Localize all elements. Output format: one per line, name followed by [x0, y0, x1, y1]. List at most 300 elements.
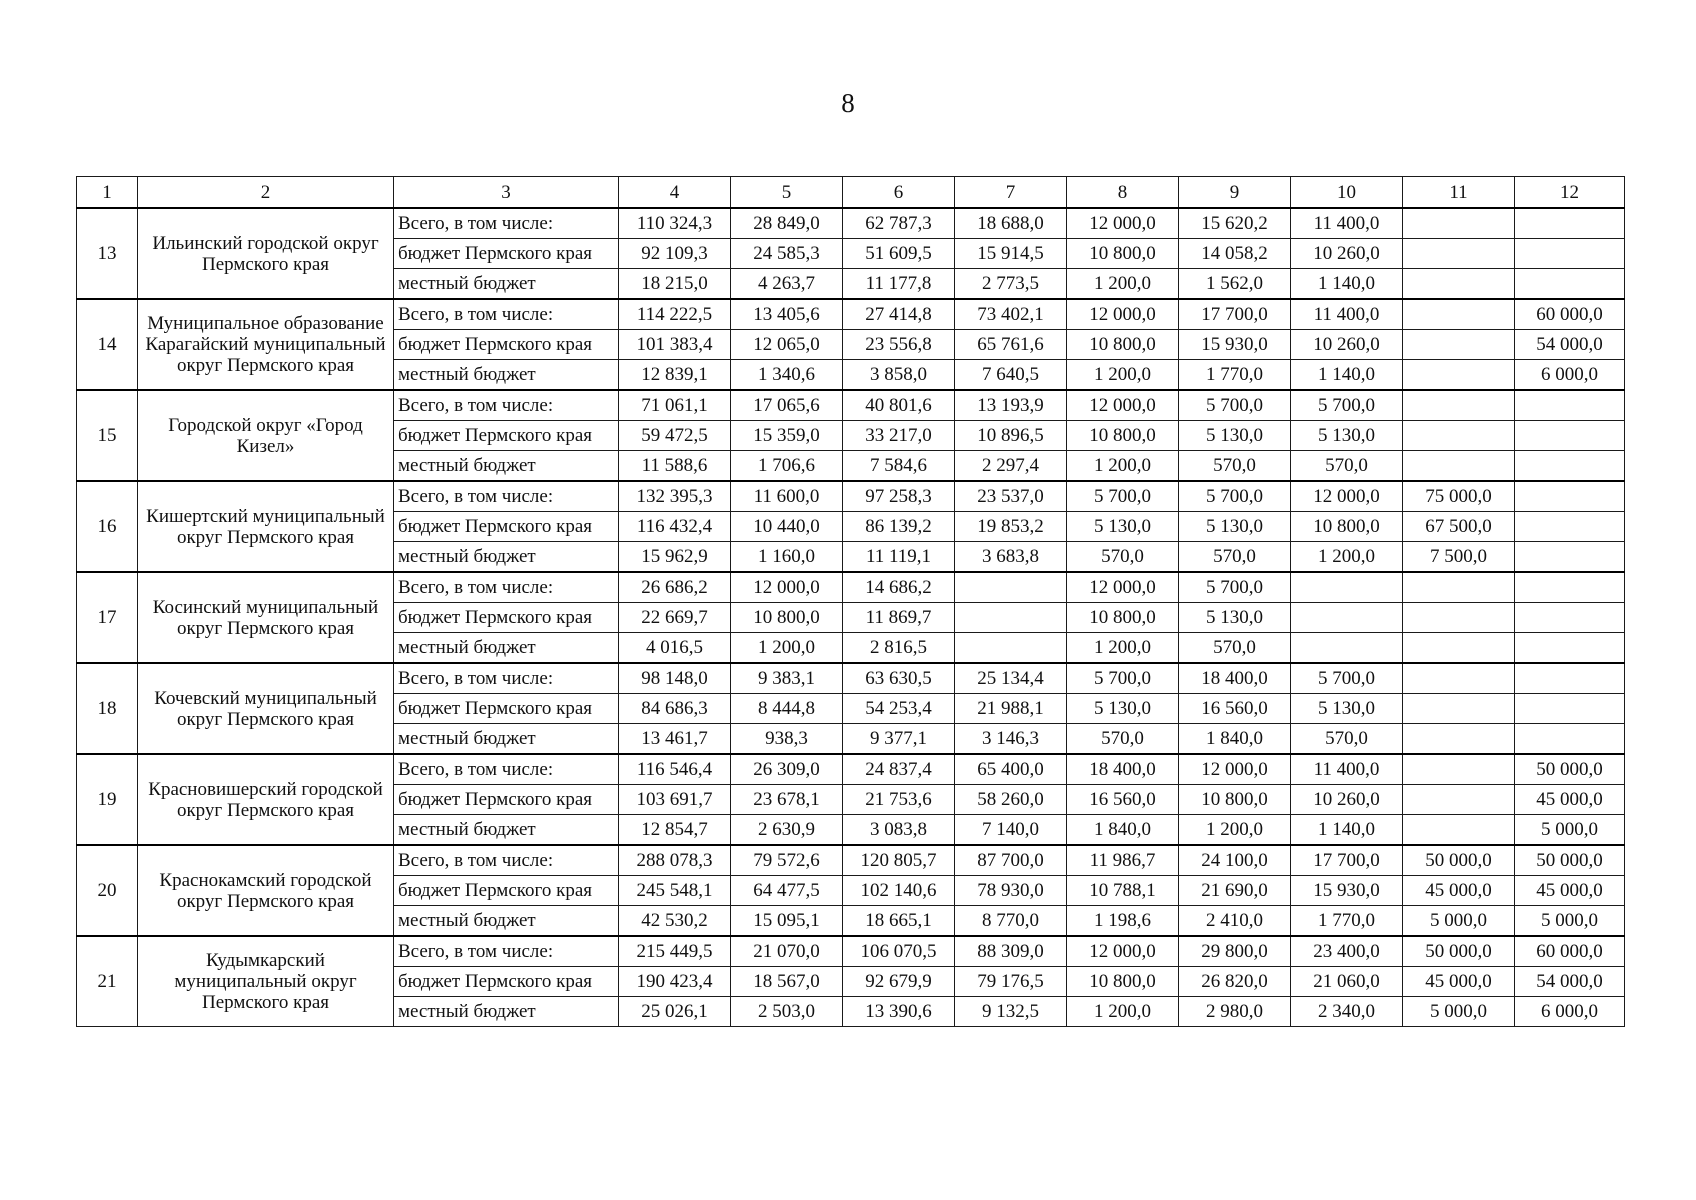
budget-type: местный бюджет	[394, 724, 619, 755]
table-row	[77, 299, 1625, 330]
value-cell: 570,0	[1067, 724, 1179, 755]
value-cell: 33 217,0	[843, 421, 955, 451]
value-cell: 21 753,6	[843, 785, 955, 815]
value-cell: 103 691,7	[619, 785, 731, 815]
value-cell: 4 263,7	[731, 269, 843, 300]
column-header: 5	[731, 177, 843, 209]
value-cell: 24 837,4	[843, 754, 955, 785]
value-cell: 21 690,0	[1179, 876, 1291, 906]
value-cell: 11 177,8	[843, 269, 955, 300]
budget-type: местный бюджет	[394, 815, 619, 846]
budget-type: Всего, в том числе:	[394, 299, 619, 330]
budget-type: Всего, в том числе:	[394, 845, 619, 876]
value-cell: 4 016,5	[619, 633, 731, 664]
row-number: 18	[77, 663, 138, 754]
value-cell: 10 800,0	[1291, 512, 1403, 542]
value-cell: 59 472,5	[619, 421, 731, 451]
budget-type: Всего, в том числе:	[394, 663, 619, 694]
column-header: 6	[843, 177, 955, 209]
value-cell: 45 000,0	[1515, 785, 1625, 815]
value-cell: 2 630,9	[731, 815, 843, 846]
value-cell: 5 000,0	[1403, 906, 1515, 937]
header-row	[77, 177, 1625, 209]
budget-table	[76, 176, 1625, 1027]
value-cell: 11 400,0	[1291, 208, 1403, 239]
budget-type: бюджет Пермского края	[394, 512, 619, 542]
budget-type: местный бюджет	[394, 451, 619, 482]
value-cell: 14 686,2	[843, 572, 955, 603]
value-cell: 60 000,0	[1515, 299, 1625, 330]
value-cell: 5 700,0	[1179, 481, 1291, 512]
column-header: 10	[1291, 177, 1403, 209]
value-cell: 11 588,6	[619, 451, 731, 482]
row-number: 21	[77, 936, 138, 1027]
value-cell	[1403, 754, 1515, 785]
value-cell: 5 130,0	[1291, 694, 1403, 724]
column-header: 12	[1515, 177, 1625, 209]
value-cell: 23 537,0	[955, 481, 1067, 512]
value-cell: 570,0	[1179, 633, 1291, 664]
value-cell: 116 432,4	[619, 512, 731, 542]
value-cell: 1 200,0	[1179, 815, 1291, 846]
value-cell: 5 130,0	[1179, 421, 1291, 451]
value-cell: 18 215,0	[619, 269, 731, 300]
value-cell: 92 109,3	[619, 239, 731, 269]
table-body	[77, 177, 1625, 1027]
value-cell: 10 800,0	[1067, 330, 1179, 360]
column-header: 4	[619, 177, 731, 209]
value-cell: 51 609,5	[843, 239, 955, 269]
budget-type: бюджет Пермского края	[394, 421, 619, 451]
value-cell: 23 556,8	[843, 330, 955, 360]
value-cell: 65 761,6	[955, 330, 1067, 360]
budget-type: Всего, в том числе:	[394, 208, 619, 239]
municipality-name: Красновишерский городской округ Пермского края	[138, 754, 394, 845]
value-cell: 5 700,0	[1291, 390, 1403, 421]
value-cell: 79 572,6	[731, 845, 843, 876]
value-cell: 13 390,6	[843, 997, 955, 1027]
budget-type: Всего, в том числе:	[394, 572, 619, 603]
value-cell	[1515, 633, 1625, 664]
value-cell: 1 340,6	[731, 360, 843, 391]
value-cell: 12 065,0	[731, 330, 843, 360]
value-cell: 28 849,0	[731, 208, 843, 239]
value-cell: 114 222,5	[619, 299, 731, 330]
value-cell: 24 100,0	[1179, 845, 1291, 876]
value-cell: 132 395,3	[619, 481, 731, 512]
value-cell: 67 500,0	[1403, 512, 1515, 542]
value-cell: 7 500,0	[1403, 542, 1515, 573]
value-cell	[1515, 603, 1625, 633]
value-cell: 10 788,1	[1067, 876, 1179, 906]
value-cell: 25 026,1	[619, 997, 731, 1027]
value-cell: 1 562,0	[1179, 269, 1291, 300]
value-cell	[1291, 603, 1403, 633]
value-cell: 58 260,0	[955, 785, 1067, 815]
budget-type: бюджет Пермского края	[394, 330, 619, 360]
value-cell: 71 061,1	[619, 390, 731, 421]
value-cell: 570,0	[1179, 451, 1291, 482]
value-cell: 15 930,0	[1291, 876, 1403, 906]
value-cell: 10 800,0	[1179, 785, 1291, 815]
value-cell: 16 560,0	[1067, 785, 1179, 815]
value-cell: 15 930,0	[1179, 330, 1291, 360]
value-cell	[1515, 451, 1625, 482]
value-cell	[1515, 421, 1625, 451]
value-cell: 22 669,7	[619, 603, 731, 633]
value-cell: 1 200,0	[1067, 997, 1179, 1027]
budget-type: местный бюджет	[394, 997, 619, 1027]
row-number: 15	[77, 390, 138, 481]
budget-type: Всего, в том числе:	[394, 754, 619, 785]
value-cell: 1 200,0	[1067, 360, 1179, 391]
value-cell	[1403, 330, 1515, 360]
value-cell: 16 560,0	[1179, 694, 1291, 724]
value-cell: 288 078,3	[619, 845, 731, 876]
value-cell	[1291, 633, 1403, 664]
value-cell: 13 405,6	[731, 299, 843, 330]
value-cell: 63 630,5	[843, 663, 955, 694]
value-cell: 6 000,0	[1515, 997, 1625, 1027]
value-cell: 5 700,0	[1067, 663, 1179, 694]
value-cell: 19 853,2	[955, 512, 1067, 542]
table-row	[77, 663, 1625, 694]
value-cell	[955, 603, 1067, 633]
value-cell: 26 309,0	[731, 754, 843, 785]
budget-type: бюджет Пермского края	[394, 603, 619, 633]
value-cell: 120 805,7	[843, 845, 955, 876]
value-cell	[1403, 785, 1515, 815]
value-cell: 27 414,8	[843, 299, 955, 330]
value-cell: 7 584,6	[843, 451, 955, 482]
budget-type: местный бюджет	[394, 633, 619, 664]
value-cell: 1 840,0	[1179, 724, 1291, 755]
value-cell	[1403, 815, 1515, 846]
value-cell: 26 820,0	[1179, 967, 1291, 997]
value-cell	[1403, 421, 1515, 451]
value-cell: 2 773,5	[955, 269, 1067, 300]
value-cell: 87 700,0	[955, 845, 1067, 876]
value-cell: 5 700,0	[1067, 481, 1179, 512]
value-cell: 29 800,0	[1179, 936, 1291, 967]
column-header: 8	[1067, 177, 1179, 209]
value-cell: 15 914,5	[955, 239, 1067, 269]
table-row	[77, 572, 1625, 603]
value-cell: 18 400,0	[1179, 663, 1291, 694]
value-cell: 10 800,0	[1067, 421, 1179, 451]
column-header: 9	[1179, 177, 1291, 209]
value-cell: 10 800,0	[731, 603, 843, 633]
value-cell	[1515, 724, 1625, 755]
value-cell: 3 083,8	[843, 815, 955, 846]
municipality-name: Краснокамский городской округ Пермского края	[138, 845, 394, 936]
value-cell: 1 160,0	[731, 542, 843, 573]
value-cell: 97 258,3	[843, 481, 955, 512]
value-cell	[1403, 239, 1515, 269]
value-cell	[1403, 633, 1515, 664]
municipality-name: Косинский муниципальный округ Пермского края	[138, 572, 394, 663]
value-cell	[1515, 269, 1625, 300]
value-cell: 116 546,4	[619, 754, 731, 785]
table-row	[77, 754, 1625, 785]
value-cell: 18 688,0	[955, 208, 1067, 239]
value-cell: 8 770,0	[955, 906, 1067, 937]
value-cell: 5 130,0	[1067, 694, 1179, 724]
value-cell: 40 801,6	[843, 390, 955, 421]
value-cell: 45 000,0	[1515, 876, 1625, 906]
value-cell: 1 140,0	[1291, 360, 1403, 391]
column-header: 1	[77, 177, 138, 209]
value-cell: 1 200,0	[1067, 633, 1179, 664]
value-cell: 15 620,2	[1179, 208, 1291, 239]
value-cell: 11 600,0	[731, 481, 843, 512]
value-cell: 79 176,5	[955, 967, 1067, 997]
value-cell	[1515, 390, 1625, 421]
value-cell: 6 000,0	[1515, 360, 1625, 391]
table-row	[77, 481, 1625, 512]
value-cell	[1515, 663, 1625, 694]
value-cell	[1403, 451, 1515, 482]
value-cell: 15 962,9	[619, 542, 731, 573]
value-cell: 18 665,1	[843, 906, 955, 937]
value-cell: 92 679,9	[843, 967, 955, 997]
value-cell: 5 130,0	[1179, 512, 1291, 542]
value-cell: 45 000,0	[1403, 967, 1515, 997]
municipality-name: Кишертский муниципальный округ Пермского края	[138, 481, 394, 572]
value-cell: 7 640,5	[955, 360, 1067, 391]
budget-type: местный бюджет	[394, 906, 619, 937]
value-cell: 12 000,0	[1067, 299, 1179, 330]
value-cell: 45 000,0	[1403, 876, 1515, 906]
value-cell: 2 816,5	[843, 633, 955, 664]
value-cell: 54 000,0	[1515, 330, 1625, 360]
value-cell: 21 070,0	[731, 936, 843, 967]
municipality-name: Кочевский муниципальный округ Пермского края	[138, 663, 394, 754]
value-cell: 1 706,6	[731, 451, 843, 482]
value-cell: 11 119,1	[843, 542, 955, 573]
value-cell: 11 986,7	[1067, 845, 1179, 876]
value-cell: 62 787,3	[843, 208, 955, 239]
value-cell: 18 400,0	[1067, 754, 1179, 785]
value-cell	[1403, 299, 1515, 330]
column-header: 3	[394, 177, 619, 209]
value-cell: 12 000,0	[1067, 208, 1179, 239]
row-number: 16	[77, 481, 138, 572]
value-cell: 23 678,1	[731, 785, 843, 815]
municipality-name: Кудымкарский муниципальный округ Пермского края	[138, 936, 394, 1027]
value-cell: 7 140,0	[955, 815, 1067, 846]
value-cell: 50 000,0	[1515, 754, 1625, 785]
value-cell: 17 700,0	[1291, 845, 1403, 876]
value-cell	[1515, 239, 1625, 269]
value-cell: 50 000,0	[1403, 845, 1515, 876]
value-cell	[955, 633, 1067, 664]
value-cell: 5 130,0	[1067, 512, 1179, 542]
value-cell	[955, 572, 1067, 603]
value-cell	[1515, 481, 1625, 512]
value-cell: 23 400,0	[1291, 936, 1403, 967]
value-cell: 54 000,0	[1515, 967, 1625, 997]
value-cell: 101 383,4	[619, 330, 731, 360]
value-cell: 12 854,7	[619, 815, 731, 846]
value-cell: 938,3	[731, 724, 843, 755]
value-cell: 1 770,0	[1179, 360, 1291, 391]
table-row	[77, 936, 1625, 967]
value-cell: 11 400,0	[1291, 299, 1403, 330]
value-cell: 10 260,0	[1291, 239, 1403, 269]
value-cell: 10 440,0	[731, 512, 843, 542]
value-cell	[1403, 360, 1515, 391]
municipality-name: Городской округ «Город Кизел»	[138, 390, 394, 481]
value-cell: 10 800,0	[1067, 967, 1179, 997]
value-cell: 570,0	[1067, 542, 1179, 573]
municipality-name: Муниципальное образование Карагайский муниципальный округ Пермского края	[138, 299, 394, 390]
value-cell: 5 130,0	[1179, 603, 1291, 633]
value-cell: 15 095,1	[731, 906, 843, 937]
budget-type: Всего, в том числе:	[394, 481, 619, 512]
value-cell	[1403, 390, 1515, 421]
value-cell: 10 260,0	[1291, 785, 1403, 815]
value-cell: 2 297,4	[955, 451, 1067, 482]
value-cell	[1515, 572, 1625, 603]
value-cell	[1515, 694, 1625, 724]
value-cell: 24 585,3	[731, 239, 843, 269]
value-cell: 73 402,1	[955, 299, 1067, 330]
value-cell: 5 700,0	[1179, 572, 1291, 603]
municipality-name: Ильинский городской округ Пермского края	[138, 208, 394, 299]
row-number: 17	[77, 572, 138, 663]
value-cell: 1 200,0	[1067, 269, 1179, 300]
value-cell: 15 359,0	[731, 421, 843, 451]
value-cell: 9 377,1	[843, 724, 955, 755]
budget-type: местный бюджет	[394, 269, 619, 300]
value-cell: 570,0	[1291, 451, 1403, 482]
value-cell	[1403, 572, 1515, 603]
value-cell	[1403, 208, 1515, 239]
value-cell: 2 410,0	[1179, 906, 1291, 937]
value-cell: 26 686,2	[619, 572, 731, 603]
value-cell: 21 988,1	[955, 694, 1067, 724]
budget-type: бюджет Пермского края	[394, 967, 619, 997]
value-cell	[1403, 663, 1515, 694]
value-cell: 17 065,6	[731, 390, 843, 421]
value-cell: 3 858,0	[843, 360, 955, 391]
value-cell	[1403, 603, 1515, 633]
value-cell: 21 060,0	[1291, 967, 1403, 997]
value-cell: 3 683,8	[955, 542, 1067, 573]
value-cell: 50 000,0	[1515, 845, 1625, 876]
value-cell: 5 000,0	[1403, 997, 1515, 1027]
value-cell: 570,0	[1291, 724, 1403, 755]
value-cell: 245 548,1	[619, 876, 731, 906]
value-cell: 50 000,0	[1403, 936, 1515, 967]
value-cell: 13 461,7	[619, 724, 731, 755]
value-cell: 12 000,0	[1179, 754, 1291, 785]
value-cell	[1403, 724, 1515, 755]
value-cell: 1 770,0	[1291, 906, 1403, 937]
value-cell: 65 400,0	[955, 754, 1067, 785]
value-cell: 11 869,7	[843, 603, 955, 633]
column-header: 2	[138, 177, 394, 209]
value-cell: 60 000,0	[1515, 936, 1625, 967]
value-cell	[1515, 542, 1625, 573]
value-cell: 110 324,3	[619, 208, 731, 239]
row-number: 20	[77, 845, 138, 936]
value-cell: 75 000,0	[1403, 481, 1515, 512]
value-cell: 12 000,0	[731, 572, 843, 603]
value-cell: 11 400,0	[1291, 754, 1403, 785]
value-cell: 84 686,3	[619, 694, 731, 724]
value-cell: 13 193,9	[955, 390, 1067, 421]
value-cell: 12 839,1	[619, 360, 731, 391]
value-cell: 10 260,0	[1291, 330, 1403, 360]
value-cell: 106 070,5	[843, 936, 955, 967]
value-cell: 3 146,3	[955, 724, 1067, 755]
value-cell: 42 530,2	[619, 906, 731, 937]
value-cell: 17 700,0	[1179, 299, 1291, 330]
budget-type: Всего, в том числе:	[394, 936, 619, 967]
budget-type: бюджет Пермского края	[394, 785, 619, 815]
value-cell: 1 200,0	[731, 633, 843, 664]
value-cell: 10 800,0	[1067, 239, 1179, 269]
value-cell	[1403, 694, 1515, 724]
budget-type: местный бюджет	[394, 542, 619, 573]
value-cell: 2 503,0	[731, 997, 843, 1027]
value-cell: 5 000,0	[1515, 906, 1625, 937]
value-cell: 12 000,0	[1067, 390, 1179, 421]
column-header: 7	[955, 177, 1067, 209]
value-cell	[1403, 269, 1515, 300]
table-row	[77, 845, 1625, 876]
table-row	[77, 208, 1625, 239]
value-cell: 1 840,0	[1067, 815, 1179, 846]
value-cell: 54 253,4	[843, 694, 955, 724]
value-cell: 12 000,0	[1291, 481, 1403, 512]
value-cell: 8 444,8	[731, 694, 843, 724]
value-cell: 570,0	[1179, 542, 1291, 573]
value-cell: 64 477,5	[731, 876, 843, 906]
value-cell: 1 198,6	[1067, 906, 1179, 937]
budget-type: местный бюджет	[394, 360, 619, 391]
value-cell: 5 700,0	[1291, 663, 1403, 694]
value-cell: 18 567,0	[731, 967, 843, 997]
value-cell: 2 340,0	[1291, 997, 1403, 1027]
value-cell: 86 139,2	[843, 512, 955, 542]
table-row	[77, 390, 1625, 421]
budget-type: Всего, в том числе:	[394, 390, 619, 421]
value-cell: 12 000,0	[1067, 936, 1179, 967]
value-cell: 88 309,0	[955, 936, 1067, 967]
value-cell: 9 132,5	[955, 997, 1067, 1027]
value-cell	[1515, 208, 1625, 239]
value-cell: 10 800,0	[1067, 603, 1179, 633]
value-cell: 78 930,0	[955, 876, 1067, 906]
row-number: 19	[77, 754, 138, 845]
value-cell: 1 200,0	[1291, 542, 1403, 573]
value-cell: 2 980,0	[1179, 997, 1291, 1027]
value-cell: 1 140,0	[1291, 269, 1403, 300]
value-cell: 215 449,5	[619, 936, 731, 967]
value-cell	[1515, 512, 1625, 542]
page-number: 8	[841, 88, 855, 118]
value-cell: 1 140,0	[1291, 815, 1403, 846]
value-cell: 5 130,0	[1291, 421, 1403, 451]
row-number: 14	[77, 299, 138, 390]
budget-type: бюджет Пермского края	[394, 694, 619, 724]
value-cell: 12 000,0	[1067, 572, 1179, 603]
value-cell: 190 423,4	[619, 967, 731, 997]
value-cell: 102 140,6	[843, 876, 955, 906]
